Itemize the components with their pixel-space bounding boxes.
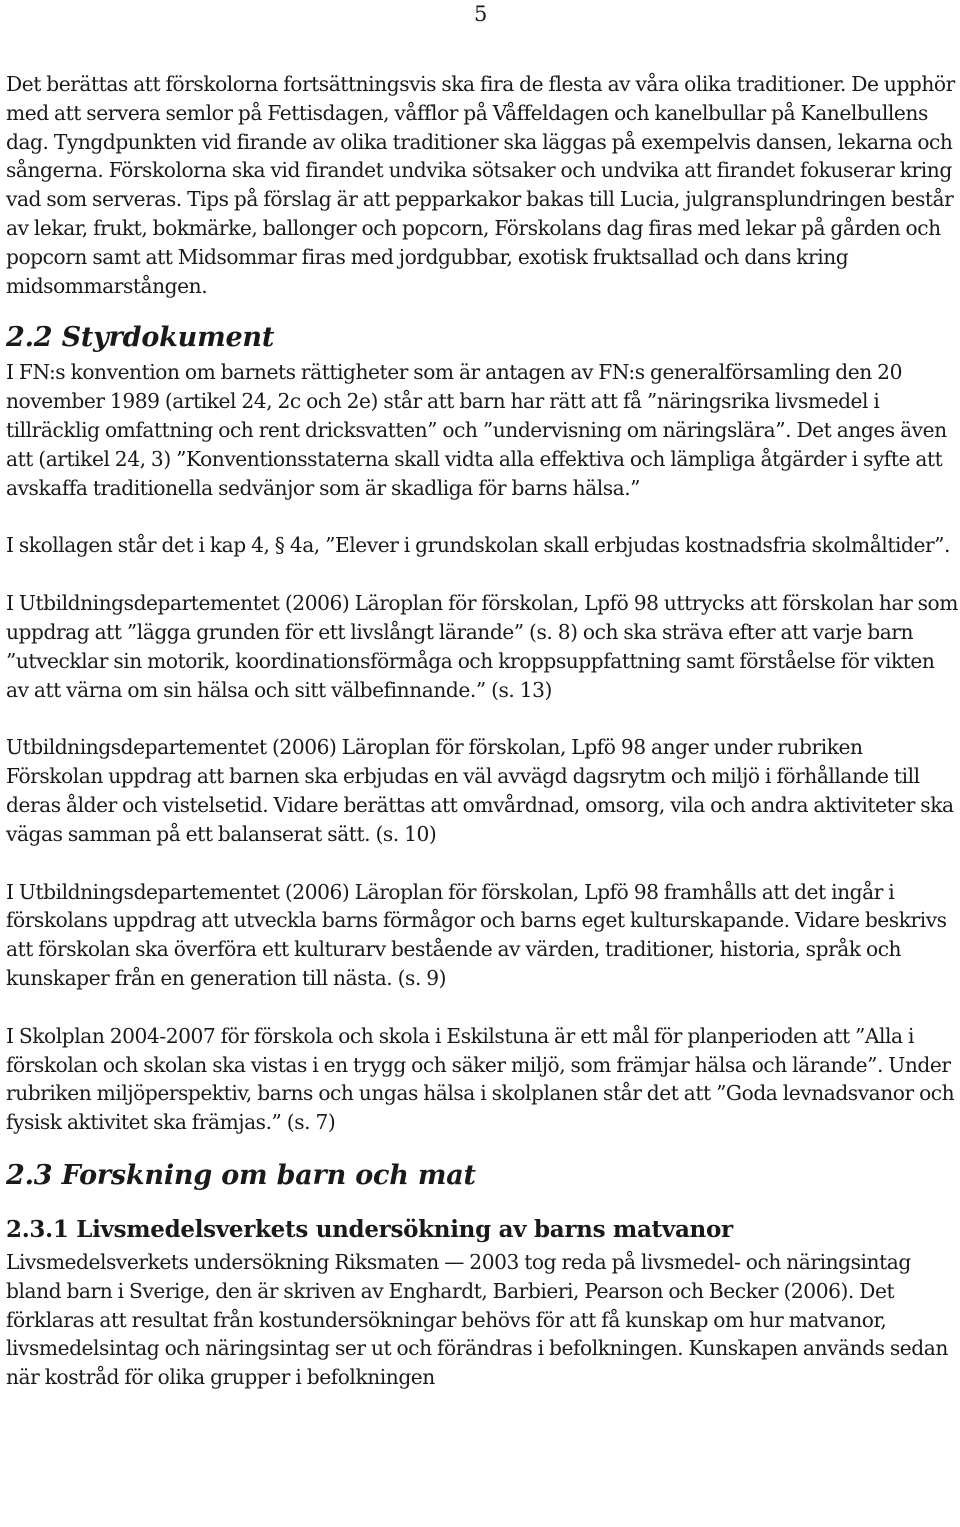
paragraph-fn-convention: I FN:s konvention om barnets rättigheter som är antagen av FN:s generalförsamling den 20 november 1989 (artikel 24, 2c och 2e) står att barn har rätt att få ”näringsrika livsmedel i tillräcklig omfattning och rent dricksvatten” och ”undervisning om näringslära”. Det anges även att (artikel 24, 3) ”Konventionsstaterna skall vidta alla effektiva och lämpliga åtgärder i syfte att avskaffa traditionella sedvänjor som är skadliga för barns hälsa.”	[6, 360, 947, 500]
page-number: 5	[474, 2, 488, 26]
paragraph-lpfo-dagsrytm: Utbildningsdepartementet (2006) Läroplan för förskolan, Lpfö 98 anger under rubriken Förskolan uppdrag att barnen ska erbjudas en väl avvägd dagsrytm och miljö i förhållande till deras ålder och vistelsetid. Vidare berättas att omvårdnad, omsorg, vila och andra aktiviteter ska vägas samman på ett balanserat sätt. (s. 10)	[6, 735, 954, 846]
paragraph-riksmaten: Livsmedelsverkets undersökning Riksmaten — 2003 tog reda på livsmedel- och näringsintag bland barn i Sverige, den är skriven av Enghardt, Barbieri, Pearson och Becker (2006). Det förklaras att resultat från kostundersökningar behövs för att få kunskap om hur matvanor, livsmedelsintag och näringsintag ser ut och förändras i befolkningen. Kunskapen används sedan när kostråd för olika grupper i befolkningen	[6, 1249, 948, 1390]
paragraph-lpfo-motorik: I Utbildningsdepartementet (2006) Läroplan för förskolan, Lpfö 98 uttrycks att förskolan har som uppdrag att ”lägga grunden för ett livslångt lärande” (s. 8) och ska sträva efter att varje barn ”utvecklar sin motorik, koordinationsförmåga och kroppsuppfattning samt förståelse för vikten av att värna om sin hälsa och sitt välbefinnande.” (s. 13)	[6, 591, 958, 702]
heading-styrdokument: 2.2 Styrdokument	[6, 322, 275, 354]
heading-livsmedelsverket: 2.3.1 Livsmedelsverkets undersökning av barns matvanor	[6, 1215, 733, 1243]
paragraph-skollagen: I skollagen står det i kap 4, § 4a, ”Elever i grundskolan skall erbjudas kostnadsfria skolmåltider”.	[6, 533, 950, 558]
paragraph-skolplan: I Skolplan 2004-2007 för förskola och skola i Eskilstuna är ett mål för planperioden att ”Alla i förskolan och skolan ska vistas i en trygg och säker miljö, som främjar hälsa och lärande”. Under rubriken miljöperspektiv, barns och ungas hälsa i skolplanen står det att ”Goda levnadsvanor och fysisk aktivitet ska främjas.” (s. 7)	[6, 1023, 955, 1135]
paragraph-traditions: Det berättas att förskolorna fortsättningsvis ska fira de flesta av våra olika traditioner. De upphör med att servera semlor på Fettisdagen, våfflor på Våffeldagen och kanelbullar på Kanelbullens dag. Tyngdpunkten vid firande av olika traditioner ska läggas på exempelvis dansen, lekarna och sångerna. Förskolorna ska vid firandet undvika sötsaker och undvika att firandet fokuserar kring vad som serveras. Tips på förslag är att pepparkakor bakas till Lucia, julgransplundringen består av lekar, frukt, bokmärke, ballonger och popcorn, Förskolans dag firas med lekar på gården och popcorn samt att Midsommar firas med jordgubbar, exotisk fruktsallad och dans kring midsommarstången.	[6, 72, 955, 298]
paragraph-lpfo-kultur: I Utbildningsdepartementet (2006) Läroplan för förskolan, Lpfö 98 framhålls att det ingår i förskolans uppdrag att utveckla barns förmågor och barns eget kulturskapande. Vidare beskrivs att förskolan ska överföra ett kulturarv bestående av värden, traditioner, historia, språk och kunskaper från en generation till nästa. (s. 9)	[6, 879, 947, 990]
heading-forskning: 2.3 Forskning om barn och mat	[6, 1159, 476, 1191]
document-body	[6, 70, 958, 1392]
